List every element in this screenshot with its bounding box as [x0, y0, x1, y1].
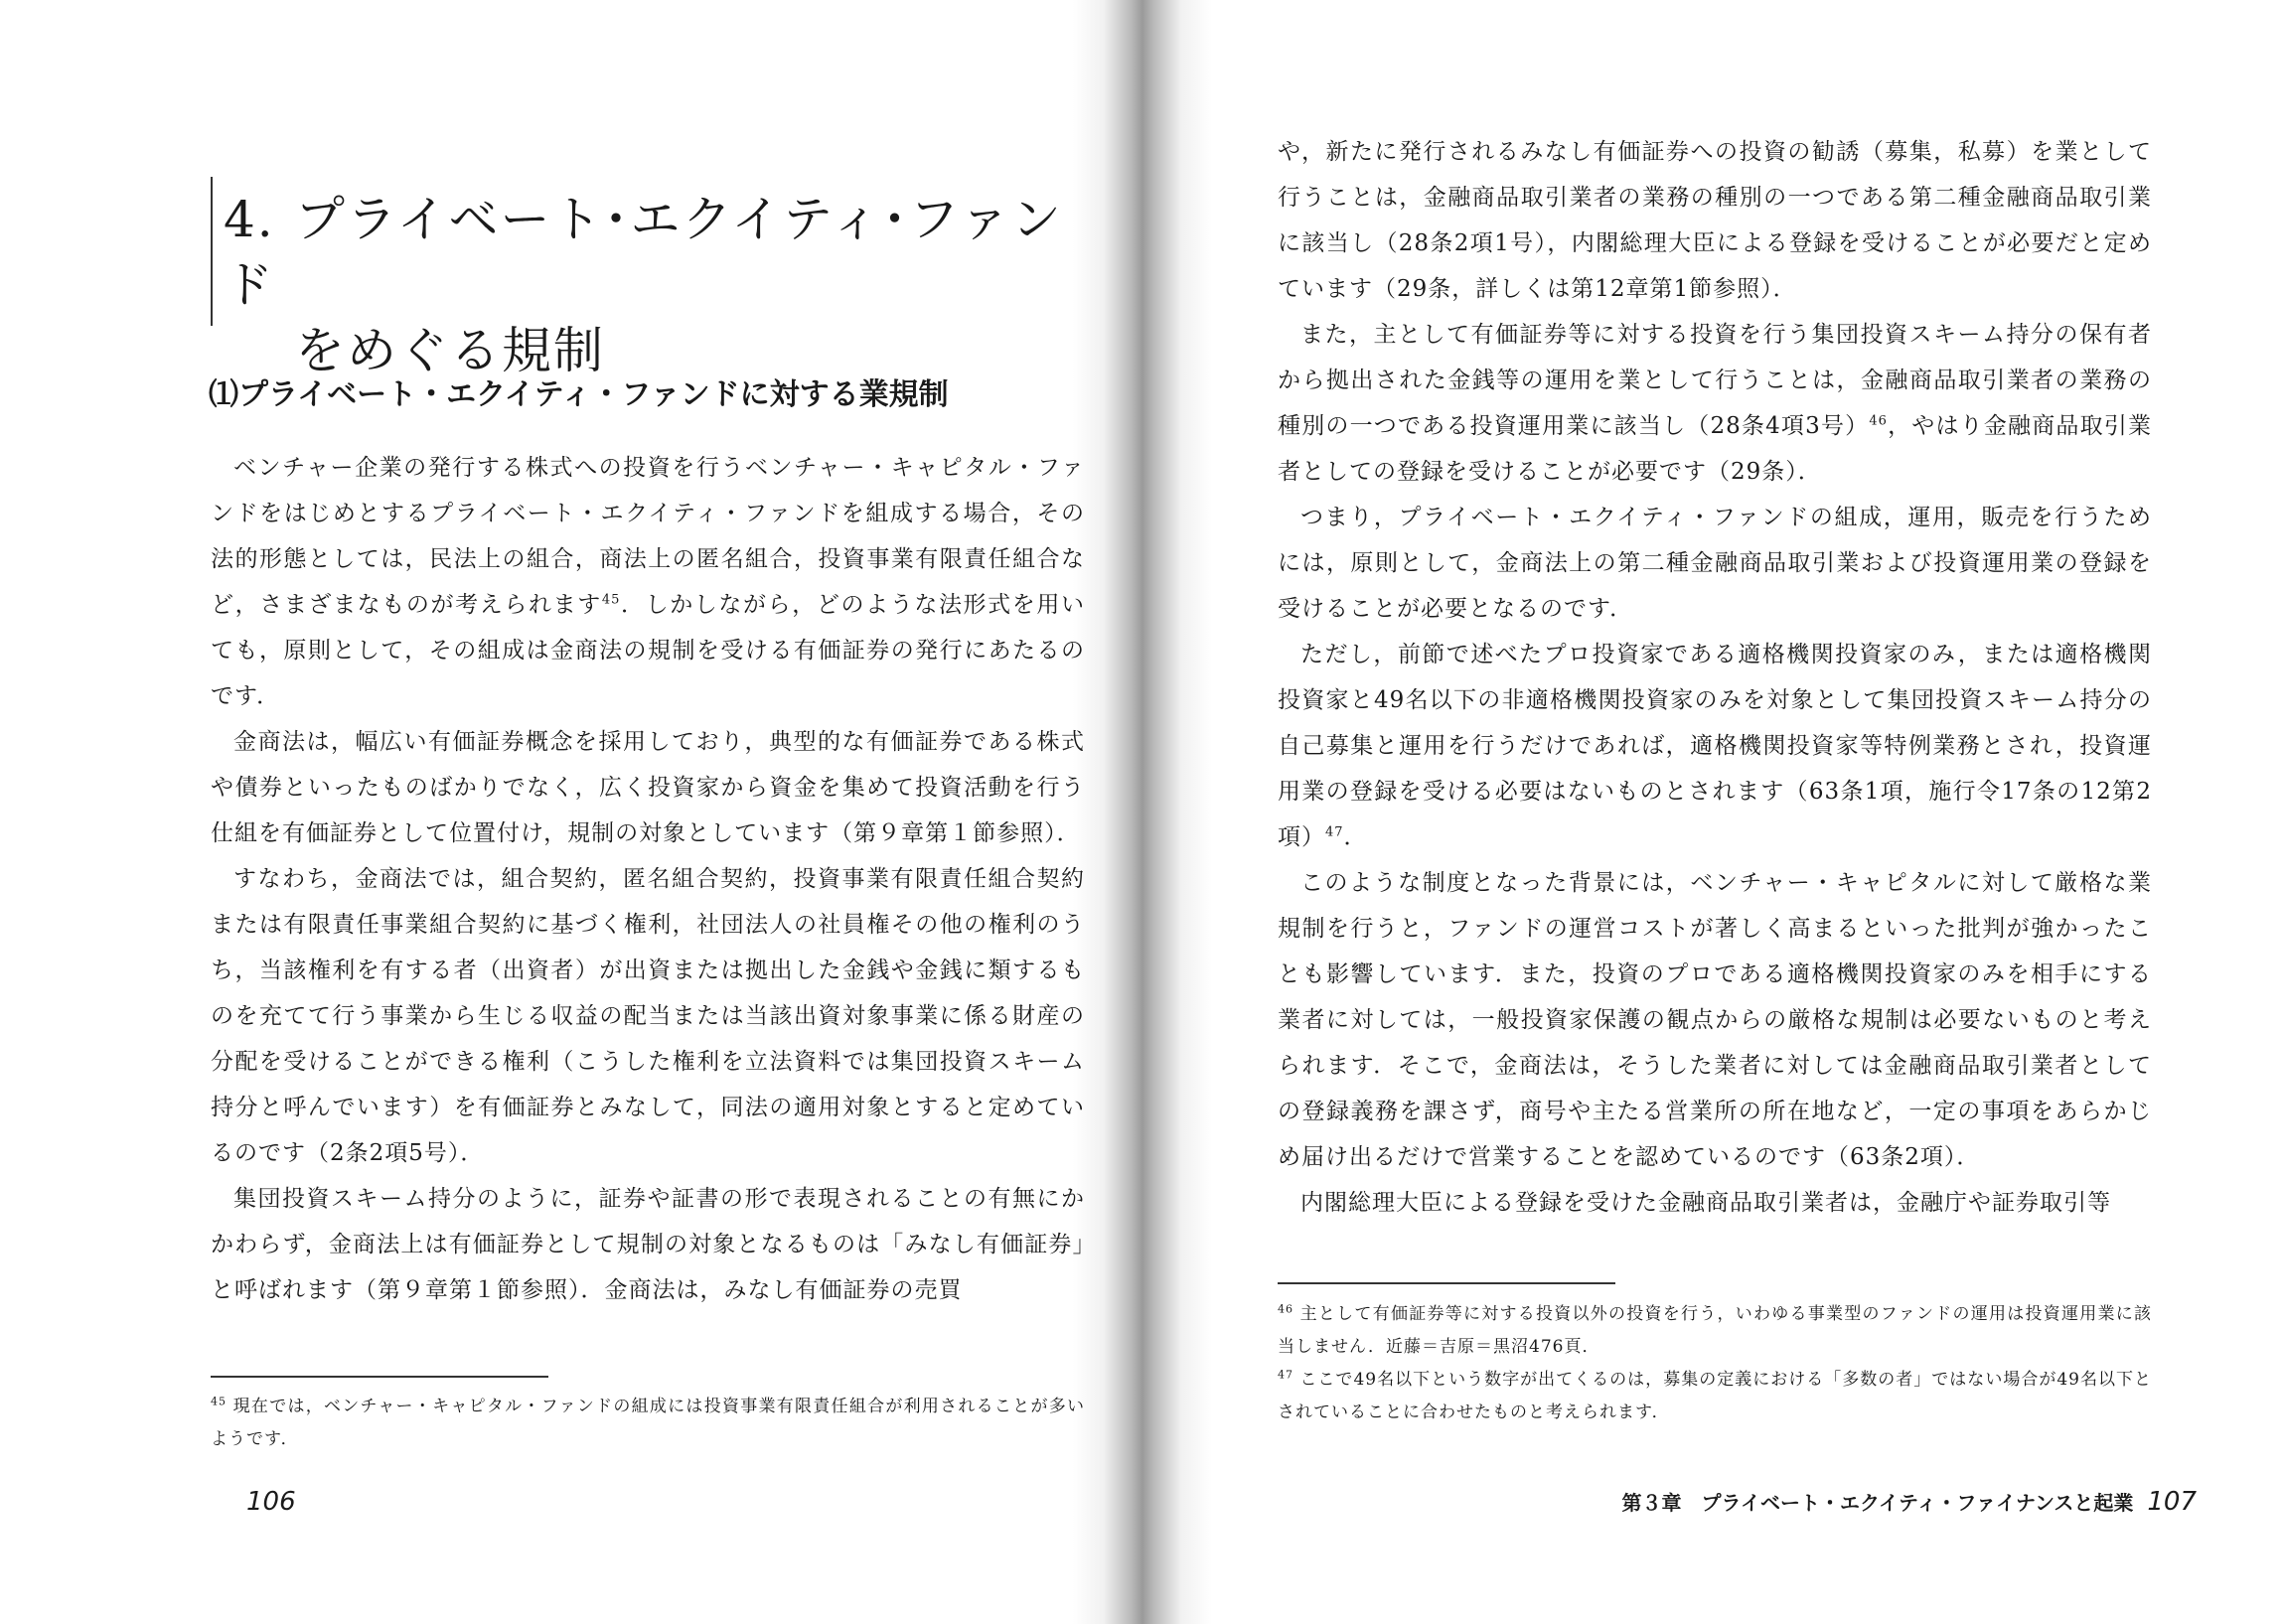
footnote-text: ここで49名以下という数字が出てくるのは，募集の定義における「多数の者」ではない場合が49名以下とされていることに合わせたものと考えられます． [1278, 1370, 2153, 1422]
paragraph: つまり，プライベート・エクイティ・ファンドの組成，運用，販売を行うためには，原則として，金商法上の第二種金融商品取引業および投資運用業の登録を受けることが必要となるのです． [1278, 505, 2152, 622]
chapter-heading-number: 4. [224, 191, 275, 248]
paragraph [211, 445, 1085, 719]
chapter-heading [224, 187, 1113, 383]
paragraph-text-continued: ． [1343, 824, 1368, 850]
right-page [1192, 0, 2282, 1624]
footnote-rule [211, 1376, 548, 1378]
footnote-ref-45: 45 [601, 592, 621, 608]
chapter-heading-bar [211, 177, 213, 326]
paragraph: このような制度となった背景には，ベンチャー・キャピタルに対して厳格な業規制を行うと，ファンドの運営コストが著しく高まるといった批判が強かったことも影響しています．また，投資のプロである適格機関投資家のみを相手にする業者に対しては，一般投資家保護の観点からの厳格な規制は必要ないものと考えられます．そこで，金商法は，そうした業者に対しては金融商品取引業者としての登録義務を課さず，商号や主たる営業所の所在地など，一定の事項をあらかじめ届け出るだけで営業することを認めているのです（63条2項）． [1278, 870, 2153, 1170]
left-body-text [211, 445, 1085, 1313]
paragraph: 金商法は，幅広い有価証券概念を採用しており，典型的な有価証券である株式や債券といったものばかりでなく，広く投資家から資金を集めて投資活動を行う仕組を有価証券として位置付け，規制の対象としています（第９章第１節参照）． [211, 729, 1085, 846]
footnote-number: 47 [1278, 1368, 1293, 1382]
page-number-right: 107 [2147, 1487, 2197, 1517]
paragraph: すなわち，金商法では，組合契約，匿名組合契約，投資事業有限責任組合契約または有限責任事業組合契約に基づく権利，社団法人の社員権その他の権利のうち，当該権利を有する者（出資者）が出資または拠出した金銭や金銭に類するものを充てて行う事業から生じる収益の配当または当該出資対象事業に係る財産の分配を受けることができる権利（こうした権利を立法資料では集団投資スキーム持分と呼んでいます）を有価証券とみなして，同法の適用対象とすると定めているのです（2条2項5号）． [211, 866, 1086, 1166]
running-head [1622, 1487, 2197, 1517]
footnote-text: 現在では，ベンチャー・キャピタル・ファンドの組成には投資事業有限責任組合が利用されることが多いようです． [211, 1397, 1085, 1449]
footnote-46 [1278, 1298, 2152, 1364]
chapter-heading-line2: をめぐる規制 [295, 322, 605, 379]
footnote-text: 主として有価証券等に対する投資以外の投資を行う，いわゆる事業型のファンドの運用は投資運用業に該当しません．近藤＝吉原＝黒沼476頁． [1278, 1304, 2152, 1357]
paragraph-text-continued: ，やはり金融商品取引業者としての登録を受けることが必要です（29条）． [1278, 413, 2153, 485]
paragraph [1278, 312, 2152, 495]
paragraph: 内閣総理大臣による登録を受けた金融商品取引業者は，金融庁や証券取引等 [1300, 1190, 2111, 1216]
paragraph-text: ベンチャー企業の発行する株式への投資を行うベンチャー・キャピタル・ファンドをはじめとするプライベート・エクイティ・ファンドを組成する場合，その法的形態としては，民法上の組合，商法上の匿名組合，投資事業有限責任組合など，さまざまなものが考えられます [211, 455, 1085, 618]
paragraph-text: また，主として有価証券等に対する投資を行う集団投資スキーム持分の保有者から拠出された金銭等の運用を業として行うことは，金融商品取引業者の業務の種別の一つである投資運用業に該当し（28条4項3号） [1278, 322, 2152, 439]
running-head-title: 第３章 プライベート・エクイティ・ファイナンスと起業 [1621, 1491, 2134, 1515]
paragraph-continued: や，新たに発行されるみなし有価証券への投資の勧誘（募集，私募）を業として行うことは，金融商品取引業者の業務の種別の一つである第二種金融商品取引業に該当し（28条2項1号），内閣総理大臣による登録を受けることが必要だと定めています（29条，詳しくは第12章第1節参照）． [1278, 139, 2152, 302]
footnote-number: 45 [211, 1395, 227, 1408]
left-footnotes [211, 1391, 1085, 1456]
footnote-ref-46: 46 [1869, 413, 1888, 429]
paragraph [1278, 632, 2152, 860]
footnote-number: 46 [1278, 1302, 1293, 1316]
right-footnotes [1278, 1298, 2152, 1429]
paragraph-text-continued: ．しかしながら，どのような法形式を用いても，原則として，その組成は金商法の規制を受ける有価証券の発行にあたるのです． [211, 592, 1086, 709]
footnote-45 [211, 1391, 1085, 1456]
left-page [0, 0, 1113, 1624]
section-heading: ⑴プライベート・エクイティ・ファンドに対する業規制 [209, 377, 949, 412]
footnote-ref-47: 47 [1325, 824, 1344, 840]
paragraph-text: ただし，前節で述べたプロ投資家である適格機関投資家のみ，または適格機関投資家と49名以下の非適格機関投資家のみを対象として集団投資スキーム持分の自己募集と運用を行うだけであれば，適格機関投資家等特例業務とされ，投資運用業の登録を受ける必要はないものとされます（63条1項，施行令17条の12第2項） [1278, 642, 2152, 850]
footnote-rule [1278, 1282, 1615, 1284]
right-body-text [1278, 129, 2152, 1226]
footnote-47 [1278, 1364, 2152, 1429]
chapter-heading-line1: プライベート･エクイティ･ファンド [224, 191, 1063, 314]
page-number-left: 106 [246, 1487, 296, 1517]
paragraph: 集団投資スキーム持分のように，証券や証書の形で表現されることの有無にかかわらず，金商法上は有価証券として規制の対象となるものは「みなし有価証券」と呼ばれます（第９章第１節参照）．金商法は，みなし有価証券の売買 [211, 1186, 1085, 1303]
